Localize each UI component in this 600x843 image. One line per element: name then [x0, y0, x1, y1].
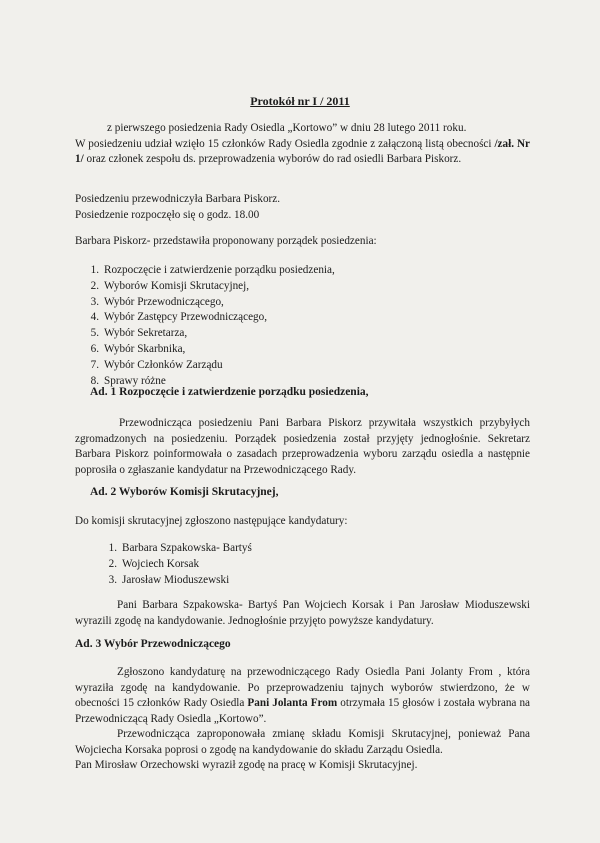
list-text: Barbara Szpakowska- Bartyś — [122, 542, 252, 554]
list-number: 4. — [90, 311, 99, 324]
intro-lead: z pierwszego posiedzenia Rady Osiedla „Kortowo” w dniu 28 lutego 2011 roku. — [107, 122, 467, 134]
list-text: Wybór Zastępcy Przewodniczącego, — [104, 311, 268, 324]
elected-chair-name: Pani Jolanta From — [247, 697, 338, 710]
list-number: 1. — [90, 264, 99, 276]
list-text: Wybór Członków Zarządu — [104, 358, 223, 371]
intro-body-cont: oraz członek zespołu ds. przeprowadzenia wyborów do rad osiedli Barbara Piskorz. — [83, 153, 462, 166]
agenda-item — [85, 263, 485, 279]
candidate-item — [103, 573, 403, 589]
list-text: Wybór Skarbnika, — [104, 342, 186, 355]
list-text: Jarosław Mioduszewski — [122, 573, 230, 586]
agenda-list — [85, 263, 485, 389]
list-text: Wojciech Korsak — [122, 557, 200, 570]
agenda-item — [85, 342, 485, 358]
list-number: 6. — [90, 342, 99, 355]
agenda-intro: Barbara Piskorz- przedstawiła proponowany porządek posiedzenia: — [75, 235, 377, 247]
list-number: 1. — [108, 542, 117, 554]
ad3-paragraph-1 — [75, 665, 530, 727]
list-number: 3. — [108, 573, 117, 586]
agenda-item — [85, 279, 485, 295]
candidate-list — [103, 541, 403, 588]
ad2-heading: Ad. 2 Wyborów Komisji Skrutacyjnej, — [90, 486, 279, 498]
ad3-heading: Ad. 3 Wybór Przewodniczącego — [75, 638, 231, 650]
list-number: 2. — [90, 279, 99, 292]
list-text: Wybór Przewodniczącego, — [104, 295, 224, 308]
agenda-item — [85, 326, 485, 342]
ad3-paragraph-3: Pan Mirosław Orzechowski wyraził zgodę na pracę w Komisji Skrutacyjnej. — [75, 759, 418, 771]
list-text: Rozpoczęcie i zatwierdzenie porządku posiedzenia, — [104, 264, 335, 276]
list-text: Wyborów Komisji Skrutacyjnej, — [104, 279, 250, 292]
ad3-text-a: Zgłoszono kandydaturę na przewodniczącego Rady Osiedla Pani Jolanty From , która wyraziła zgodę na kandydowanie. Po przeprowadzeniu tajnych wyborów stwierdzono, że w obecności 15 członków Rady Osiedla — [75, 666, 530, 710]
list-text: Wybór Sekretarza, — [104, 327, 188, 340]
candidate-item — [103, 541, 403, 557]
list-number: 5. — [90, 327, 99, 340]
agenda-item — [85, 295, 485, 311]
ad2-text: Pani Barbara Szpakowska- Bartyś Pan Wojciech Korsak i Pan Jarosław Mioduszewski wyrazili zgodę na kandydowanie. Jednogłośnie przyjęto powyższe kandydatury. — [75, 599, 530, 627]
ad1-text: Przewodnicząca posiedzeniu Pani Barbara Piskorz przywitała wszystkich przybyłych zgromadzonych na posiedzeniu. Porządek posiedzenia został przyjęty jednogłośnie. Sekretarz Barbara Piskorz poinformowała o zasadach przeprowadzenia wyboru zarządu osiedla a następnie poprosiła o zgłaszanie kandydatur na Przewodniczącego Rady. — [75, 417, 530, 476]
ad1-heading: Ad. 1 Rozpoczęcie i zatwierdzenie porządku posiedzenia, — [90, 386, 369, 398]
ad3-paragraph-2: Przewodnicząca zaproponowała zmianę składu Komisji Skrutacyjnej, ponieważ Pana Wojciecha Korsaka poprosi o zgodę na kandydowanie do składu Zarządu Osiedla. — [75, 728, 530, 756]
page-title: Protokół nr I / 2011 — [250, 94, 350, 108]
list-number: 7. — [90, 358, 99, 371]
agenda-item — [85, 358, 485, 374]
list-number: 3. — [90, 295, 99, 308]
chair-line: Posiedzeniu przewodniczyła Barbara Piskorz. — [75, 193, 281, 205]
list-number: 2. — [108, 557, 117, 570]
start-time-line: Posiedzenie rozpoczęło się o godz. 18.00 — [75, 208, 260, 221]
list-text: Sprawy różne — [104, 374, 166, 387]
ad2-intro: Do komisji skrutacyjnej zgłoszono następujące kandydatury: — [75, 515, 348, 527]
list-number: 8. — [90, 374, 99, 387]
chair-info — [75, 192, 530, 223]
intro-body: W posiedzeniu udział wzięło 15 członków Rady Osiedla zgodnie z załączoną listą obecności — [75, 137, 492, 150]
candidate-item — [103, 557, 403, 573]
intro-paragraph — [75, 121, 530, 168]
ad3-text-b: otrzymała 15 głosów i została wybrana na Przewodniczącą Rady Osiedla „Kortowo”. — [75, 697, 530, 725]
agenda-item — [85, 310, 485, 326]
attachment-ref: /zał. Nr 1/ — [75, 137, 531, 166]
